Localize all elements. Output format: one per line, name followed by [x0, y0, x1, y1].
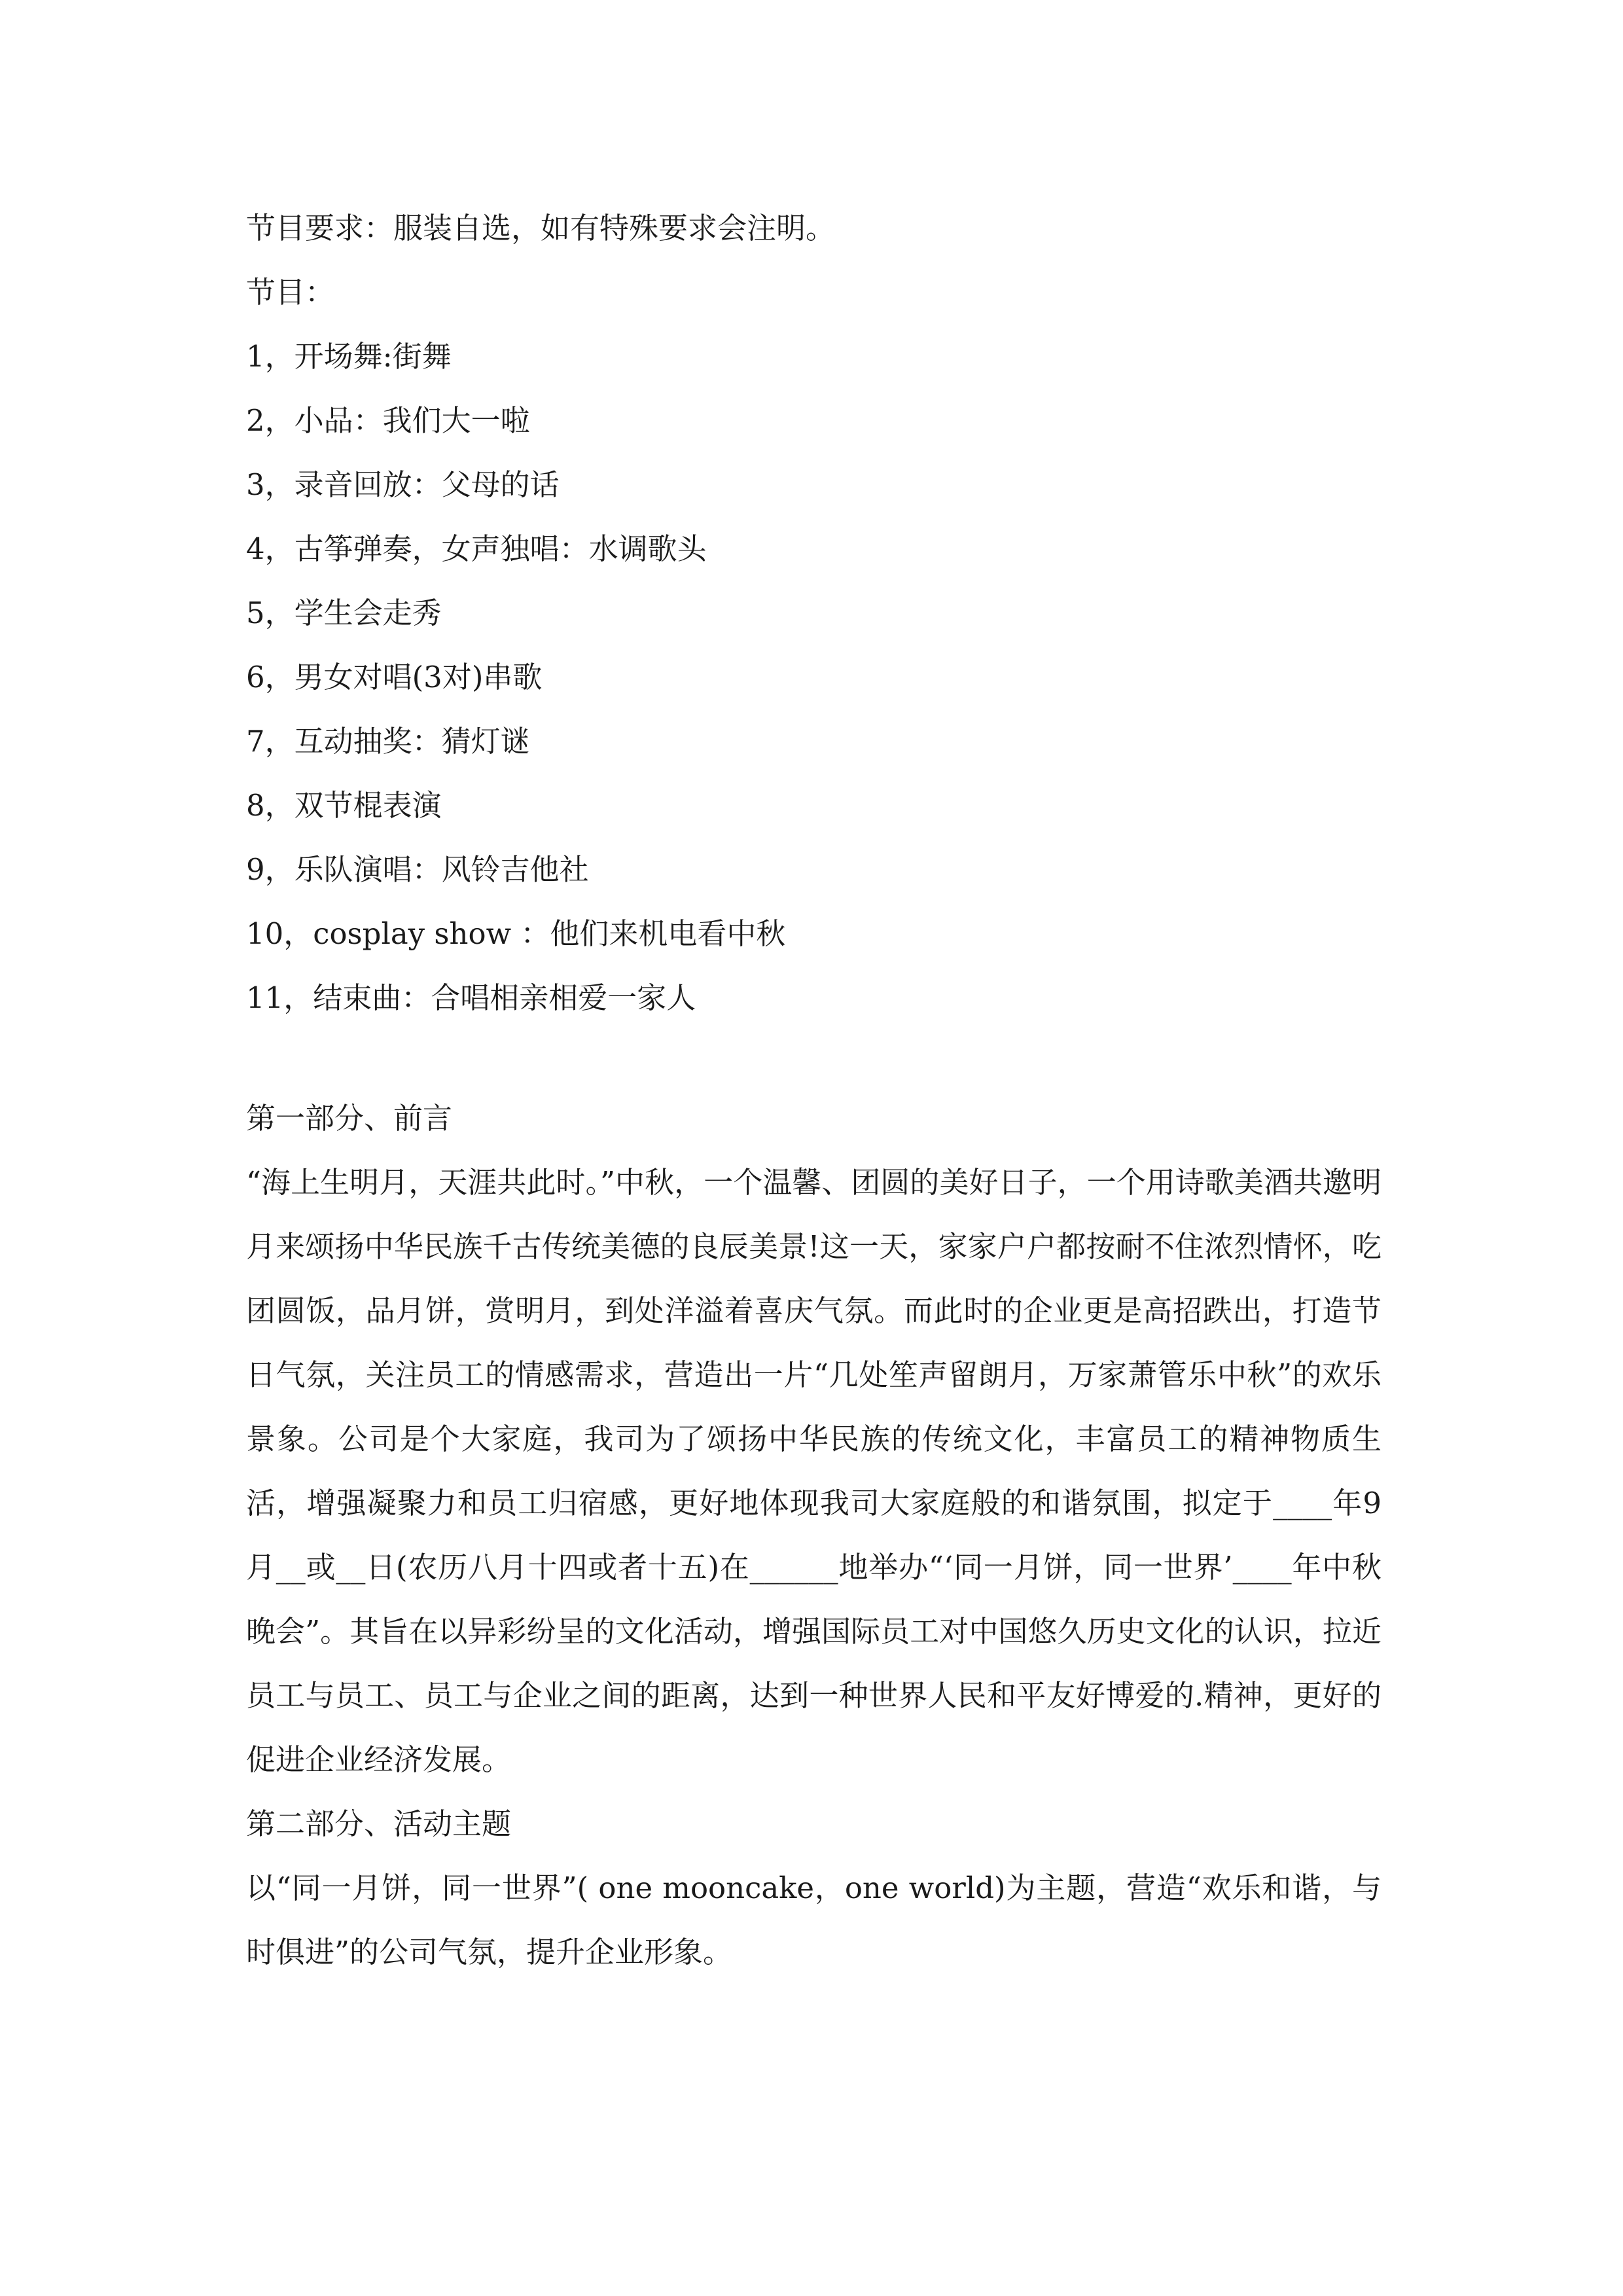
section-paragraph: 以“同一月饼，同一世界”( one mooncake，one world)为主题，营造“欢乐和谐，与时俱进”的公司气氛，提升企业形象。	[246, 1871, 1382, 1969]
program-item: 10，cosplay show ：他们来机电看中秋	[246, 916, 786, 951]
program-item: 8，双节棍表演	[246, 788, 442, 823]
section-paragraph: “海上生明月，天涯共此时。”中秋，一个温馨、团圆的美好日子，一个用诗歌美酒共邀明月来颂扬中华民族千古传统美德的良辰美景!这一天，家家户户都按耐不住浓烈情怀，吃团圆饭，品月饼，赏明月，到处洋溢着喜庆气氛。而此时的企业更是高招跌出，打造节日气氛，关注员工的情感需求，营造出一片“几处笙声留朗月，万家萧管乐中秋”的欢乐景象。公司是个大家庭，我司为了颂扬中华民族的传统文化，丰富员工的精神物质生活，增强凝聚力和员工归宿感，更好地体现我司大家庭般的和谐氛围，拟定于____年9月__或__日(农历八月十四或者十五)在______地举办“‘同一月饼，同一世界’____年中秋晚会”。其旨在以异彩纷呈的文化活动，增强国际员工对中国悠久历史文化的认识，拉近员工与员工、员工与企业之间的距离，达到一种世界人民和平友好博爱的.精神，更好的促进企业经济发展。	[246, 1165, 1382, 1777]
program-list	[246, 325, 1382, 1030]
program-item: 5，学生会走秀	[246, 596, 442, 630]
program-item: 3，录音回放：父母的话	[246, 467, 560, 502]
spacer	[246, 1030, 1382, 1086]
program-item: 7，互动抽奖：猜灯谜	[246, 724, 530, 759]
program-heading: 节目：	[246, 275, 335, 310]
program-item: 9，乐队演唱：风铃吉他社	[246, 852, 589, 887]
program-item: 2，小品：我们大一啦	[246, 403, 530, 438]
program-item: 6，男女对唱(3对)串歌	[246, 660, 543, 694]
program-item: 11，结束曲：合唱相亲相爱一家人	[246, 980, 696, 1015]
program-item: 1，开场舞:街舞	[246, 339, 452, 374]
section-heading: 第二部分、活动主题	[246, 1806, 512, 1841]
program-requirements: 节目要求：服装自选，如有特殊要求会注明。	[246, 211, 836, 245]
section-heading: 第一部分、前言	[246, 1101, 453, 1136]
program-item: 4，古筝弹奏，女声独唱：水调歌头	[246, 531, 707, 566]
document-page	[246, 196, 1382, 1984]
